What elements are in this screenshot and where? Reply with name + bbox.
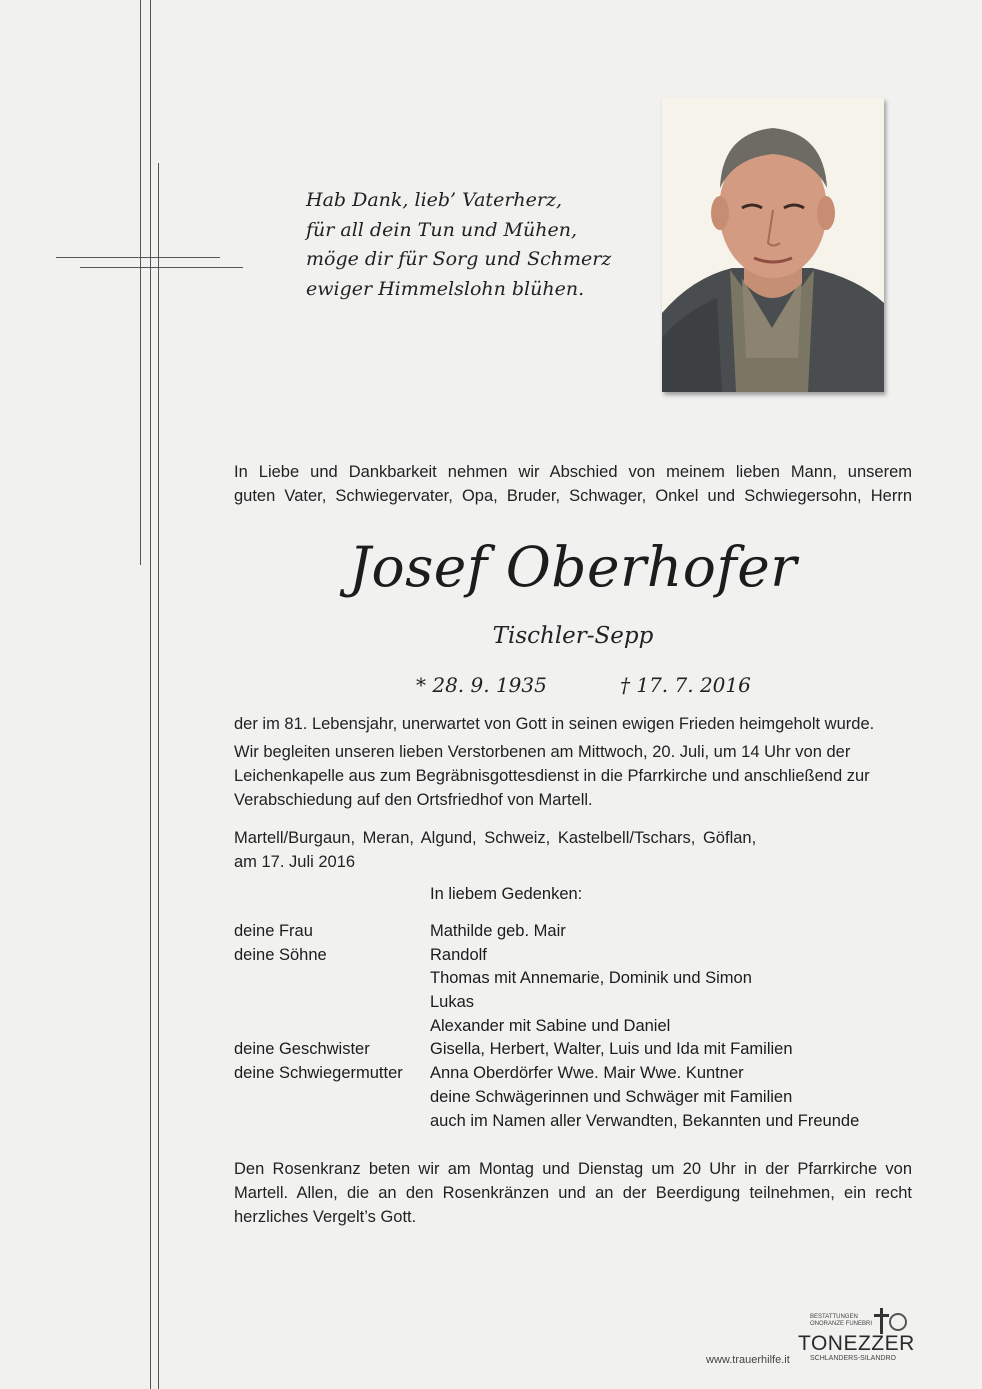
death-text bbox=[234, 712, 912, 736]
cross-vertical-line-right bbox=[158, 163, 159, 1389]
intro-text bbox=[234, 460, 912, 508]
mourner-row bbox=[234, 1086, 912, 1110]
funeral-home-logo bbox=[796, 1308, 915, 1370]
intro-line: In Liebe und Dankbarkeit nehmen wir Abschied von meinem lieben Mann, unserem bbox=[234, 463, 912, 481]
mourner-row bbox=[234, 920, 912, 944]
intro-line: guten Vater, Schwiegervater, Opa, Bruder, Schwager, Onkel und Schwiegersohn, Herrn bbox=[234, 487, 912, 505]
death-date: † 17. 7. 2016 bbox=[620, 673, 751, 697]
mourner-relation: deine Söhne bbox=[234, 945, 327, 964]
in-memory-heading: In liebem Gedenken: bbox=[430, 885, 583, 903]
mourner-names: Randolf bbox=[430, 945, 487, 964]
portrait-photo bbox=[662, 98, 884, 392]
mourner-row bbox=[234, 967, 912, 991]
mourner-relation: deine Geschwister bbox=[234, 1040, 370, 1059]
logo-small-line: BESTATTUNGEN bbox=[810, 1314, 858, 1320]
mourner-row bbox=[234, 1110, 912, 1134]
ceremony-line: Wir begleiten unseren lieben Verstorbenen am Mittwoch, 20. Juli, um 14 Uhr von der bbox=[234, 743, 851, 761]
poem-line: möge dir für Sorg und Schmerz bbox=[306, 248, 612, 270]
rosary-line: Den Rosenkranz beten wir am Montag und Dienstag um 20 Uhr in der Pfarrkirche von bbox=[234, 1160, 912, 1178]
birth-date: * 28. 9. 1935 bbox=[416, 673, 547, 697]
ceremony-text bbox=[234, 740, 912, 812]
ceremony-line: Verabschiedung auf den Ortsfriedhof von Martell. bbox=[234, 791, 593, 809]
cross-vertical-line-middle bbox=[150, 0, 151, 1389]
ceremony-line: Leichenkapelle aus zum Begräbnisgottesdienst in die Pfarrkirche und anschließend zur bbox=[234, 767, 870, 785]
poem-line: ewiger Himmelslohn blühen. bbox=[306, 277, 585, 300]
cross-vertical-line-left bbox=[140, 0, 141, 565]
mourner-row bbox=[234, 991, 912, 1015]
mourner-names: Alexander mit Sabine und Daniel bbox=[430, 1016, 671, 1035]
cross-horizontal-line-top bbox=[56, 257, 220, 258]
cross-horizontal-line-bottom bbox=[80, 267, 243, 268]
memorial-poem bbox=[306, 186, 626, 304]
mourner-relation: deine Frau bbox=[234, 922, 313, 940]
place-line: am 17. Juli 2016 bbox=[234, 853, 356, 871]
rosary-text bbox=[234, 1157, 912, 1229]
rosary-line: Martell. Allen, die an den Rosenkränzen und an der Beerdigung teilnehmen, ein recht bbox=[234, 1184, 912, 1202]
mourner-names: auch im Namen aller Verwandten, Bekannten und Freunde bbox=[430, 1111, 860, 1130]
mourners-list bbox=[234, 920, 912, 1133]
logo-small-line: ONORANZE FUNEBRI bbox=[810, 1321, 873, 1327]
mourner-row bbox=[234, 944, 912, 968]
poem-line: für all dein Tun und Mühen, bbox=[306, 218, 577, 241]
deceased-name: Josef Oberhofer bbox=[348, 535, 798, 599]
rosary-line: herzliches Vergelt’s Gott. bbox=[234, 1208, 417, 1226]
death-line: der im 81. Lebensjahr, unerwartet von Gott in seinen ewigen Frieden heimgeholt wurde. bbox=[234, 715, 875, 733]
logo-brand-name: TONEZZER bbox=[798, 1332, 915, 1355]
place-line: Martell/Burgaun, Meran, Algund, Schweiz, Kastelbell/Tschars, Göflan, bbox=[234, 829, 757, 847]
logo-small-text bbox=[810, 1314, 872, 1328]
mourner-row bbox=[234, 1015, 912, 1039]
mourner-names: Mathilde geb. Mair bbox=[430, 922, 566, 940]
mourner-row bbox=[234, 1038, 912, 1062]
mourner-relation: deine Schwiegermutter bbox=[234, 1064, 403, 1083]
logo-location: SCHLANDERS-SILANDRO bbox=[810, 1355, 896, 1362]
poem-line: Hab Dank, lieb’ Vaterherz, bbox=[306, 189, 563, 211]
place-date-text bbox=[234, 826, 912, 874]
mourner-names: deine Schwägerinnen und Schwäger mit Familien bbox=[430, 1087, 793, 1106]
mourner-names: Anna Oberdörfer Wwe. Mair Wwe. Kuntner bbox=[430, 1064, 744, 1083]
mourner-names: Lukas bbox=[430, 993, 475, 1012]
mourner-names: Thomas mit Annemarie, Dominik und Simon bbox=[430, 969, 752, 988]
mourner-names: Gisella, Herbert, Walter, Luis und Ida mit Familien bbox=[430, 1040, 793, 1059]
website-url: www.trauerhilfe.it bbox=[706, 1354, 790, 1366]
mourner-row bbox=[234, 1062, 912, 1086]
life-dates bbox=[234, 668, 912, 702]
deceased-nickname: Tischler-Sepp bbox=[492, 623, 654, 649]
